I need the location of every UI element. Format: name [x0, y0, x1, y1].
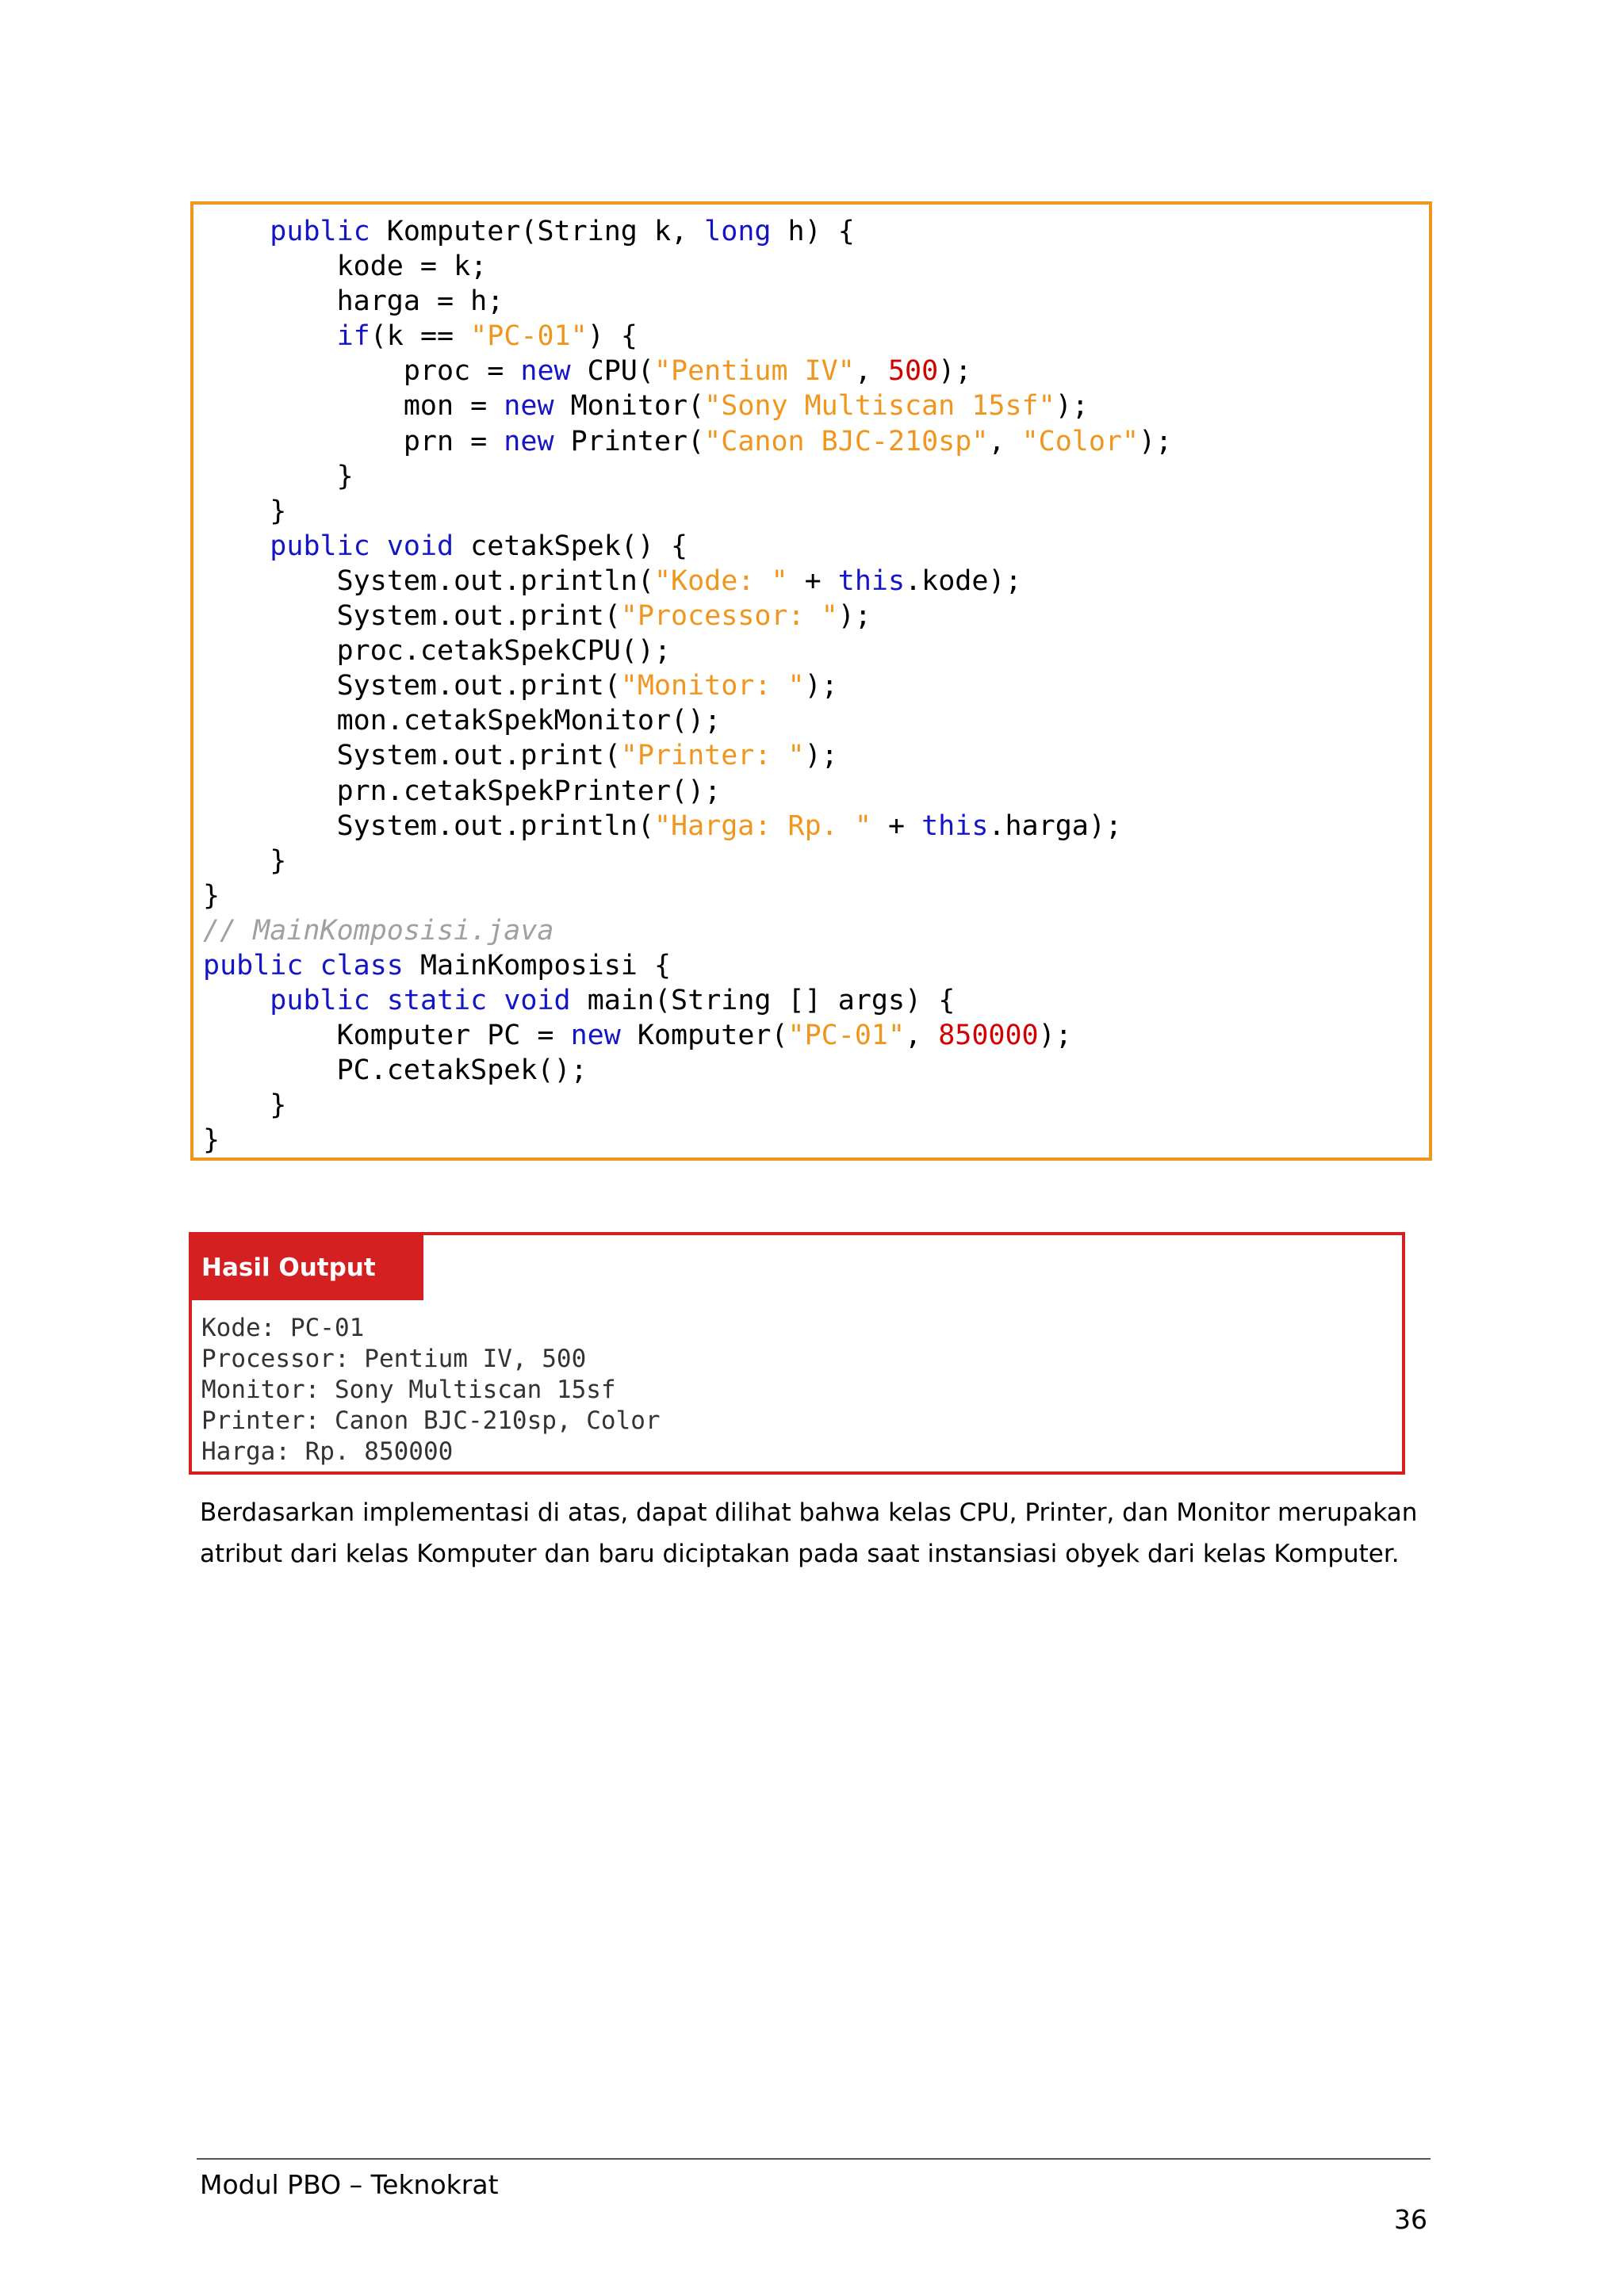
output-line: Printer: Canon BJC-210sp, Color [201, 1406, 661, 1435]
code-line: System.out.print("Processor: "); [203, 600, 871, 633]
code-line: Komputer PC = new Komputer("PC-01", 850000); [203, 1020, 1072, 1052]
output-line: Monitor: Sony Multiscan 15sf [201, 1376, 616, 1404]
output-box [189, 1232, 1405, 1475]
code-line: } [203, 460, 354, 492]
page-number: 36 [1394, 2204, 1427, 2235]
code-line: public static void main(String [] args) { [270, 985, 956, 1017]
output-lines [201, 1313, 661, 1468]
footer-title: Modul PBO – Teknokrat [200, 2169, 499, 2200]
code-line: PC.cetakSpek(); [203, 1054, 588, 1087]
output-line: Processor: Pentium IV, 500 [201, 1345, 587, 1373]
code-line: proc.cetakSpekCPU(); [203, 635, 672, 668]
code-line: if(k == "PC-01") { [336, 320, 638, 353]
code-listing-box [190, 201, 1432, 1161]
paragraph-line-1: Berdasarkan implementasi di atas, dapat dilihat bahwa kelas CPU, Printer, dan Monitor merupakan [200, 1498, 1418, 1527]
code-line: public void cetakSpek() { [270, 530, 688, 562]
code-line: } [203, 1124, 220, 1157]
code-line: public class MainKomposisi { [203, 949, 672, 982]
code-line: kode = k; [203, 251, 488, 283]
code-line: } [203, 844, 287, 877]
code-line: } [203, 495, 287, 527]
code-line: // MainKomposisi.java [203, 914, 554, 947]
code-line: } [203, 1089, 287, 1122]
output-label: Hasil Output [192, 1235, 423, 1300]
body-paragraph [200, 1492, 1437, 1575]
code-line: public Komputer(String k, long h) { [270, 216, 855, 247]
code-listing [203, 214, 1429, 1158]
code-line: } [203, 879, 220, 912]
code-line: mon = new Monitor("Sony Multiscan 15sf"); [203, 390, 1089, 423]
paragraph-line-2: atribut dari kelas Komputer dan baru diciptakan pada saat instansiasi obyek dari kelas Komputer. [200, 1540, 1400, 1568]
code-line: System.out.println("Kode: " + this.kode); [203, 564, 1022, 597]
code-line: harga = h; [203, 285, 504, 318]
footer-divider [197, 2158, 1431, 2160]
code-line: System.out.print("Monitor: "); [203, 670, 838, 702]
code-line: mon.cetakSpekMonitor(); [203, 705, 722, 737]
code-line: System.out.print("Printer: "); [203, 740, 838, 772]
output-line: Harga: Rp. 850000 [201, 1437, 454, 1466]
code-line: System.out.println("Harga: Rp. " + this.harga); [203, 809, 1122, 842]
output-line: Kode: PC-01 [201, 1314, 365, 1342]
code-line: prn = new Printer("Canon BJC-210sp", "Color"); [203, 425, 1173, 457]
code-line: proc = new CPU("Pentium IV", 500); [203, 355, 972, 388]
code-line: prn.cetakSpekPrinter(); [203, 775, 722, 807]
